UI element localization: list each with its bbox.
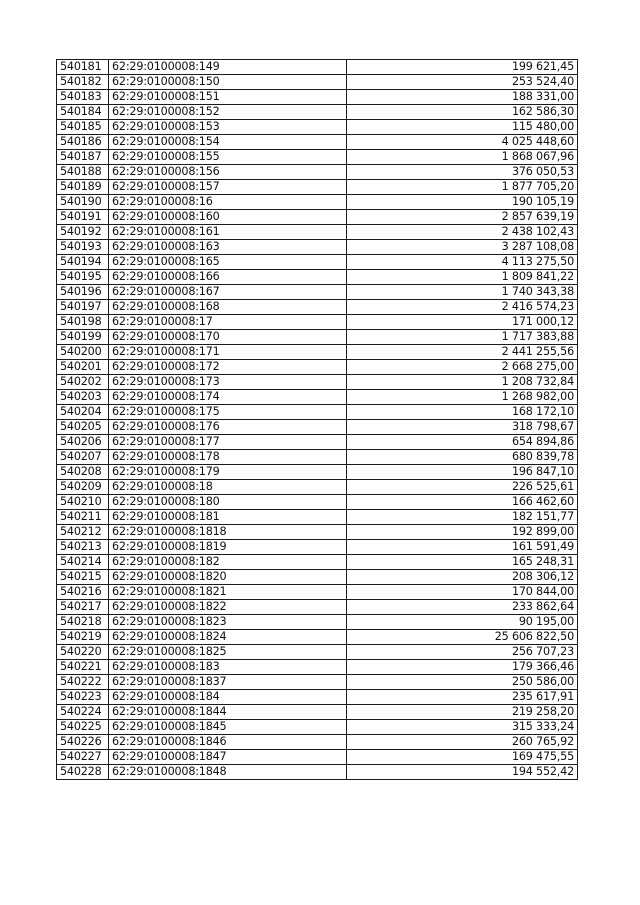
cadastral-number-cell: 62:29:0100008:153 bbox=[109, 120, 347, 135]
cadastral-number-cell: 62:29:0100008:149 bbox=[109, 60, 347, 75]
cadastral-value-cell: 2 438 102,43 bbox=[347, 225, 578, 240]
cadastral-value-cell: 161 591,49 bbox=[347, 540, 578, 555]
row-number-cell: 540221 bbox=[57, 660, 109, 675]
row-number-cell: 540227 bbox=[57, 750, 109, 765]
row-number-cell: 540213 bbox=[57, 540, 109, 555]
table-row bbox=[57, 690, 578, 705]
cadastral-number-cell: 62:29:0100008:182 bbox=[109, 555, 347, 570]
table-row bbox=[57, 450, 578, 465]
cadastral-number-cell: 62:29:0100008:173 bbox=[109, 375, 347, 390]
row-number-cell: 540185 bbox=[57, 120, 109, 135]
cadastral-number-cell: 62:29:0100008:1844 bbox=[109, 705, 347, 720]
table-row bbox=[57, 360, 578, 375]
row-number-cell: 540219 bbox=[57, 630, 109, 645]
cadastral-value-cell: 250 586,00 bbox=[347, 675, 578, 690]
cadastral-number-cell: 62:29:0100008:181 bbox=[109, 510, 347, 525]
cadastral-number-cell: 62:29:0100008:183 bbox=[109, 660, 347, 675]
table-row bbox=[57, 765, 578, 780]
cadastral-value-cell: 171 000,12 bbox=[347, 315, 578, 330]
cadastral-value-cell: 315 333,24 bbox=[347, 720, 578, 735]
cadastral-number-cell: 62:29:0100008:1820 bbox=[109, 570, 347, 585]
cadastral-value-cell: 256 707,23 bbox=[347, 645, 578, 660]
table-row bbox=[57, 420, 578, 435]
cadastral-value-cell: 199 621,45 bbox=[347, 60, 578, 75]
table-row bbox=[57, 240, 578, 255]
cadastral-number-cell: 62:29:0100008:163 bbox=[109, 240, 347, 255]
cadastral-number-cell: 62:29:0100008:178 bbox=[109, 450, 347, 465]
table-row bbox=[57, 525, 578, 540]
cadastral-value-cell: 4 113 275,50 bbox=[347, 255, 578, 270]
cadastral-number-cell: 62:29:0100008:17 bbox=[109, 315, 347, 330]
row-number-cell: 540182 bbox=[57, 75, 109, 90]
cadastral-number-cell: 62:29:0100008:18 bbox=[109, 480, 347, 495]
table-row bbox=[57, 390, 578, 405]
row-number-cell: 540214 bbox=[57, 555, 109, 570]
row-number-cell: 540183 bbox=[57, 90, 109, 105]
cadastral-number-cell: 62:29:0100008:156 bbox=[109, 165, 347, 180]
row-number-cell: 540216 bbox=[57, 585, 109, 600]
table-row bbox=[57, 705, 578, 720]
cadastral-number-cell: 62:29:0100008:167 bbox=[109, 285, 347, 300]
cadastral-value-cell: 226 525,61 bbox=[347, 480, 578, 495]
cadastral-value-cell: 235 617,91 bbox=[347, 690, 578, 705]
row-number-cell: 540226 bbox=[57, 735, 109, 750]
cadastral-value-cell: 318 798,67 bbox=[347, 420, 578, 435]
cadastral-number-cell: 62:29:0100008:1845 bbox=[109, 720, 347, 735]
cadastral-number-cell: 62:29:0100008:177 bbox=[109, 435, 347, 450]
table-row bbox=[57, 480, 578, 495]
table-row bbox=[57, 465, 578, 480]
cadastral-value-cell: 1 868 067,96 bbox=[347, 150, 578, 165]
table-row bbox=[57, 405, 578, 420]
cadastral-number-cell: 62:29:0100008:152 bbox=[109, 105, 347, 120]
cadastral-value-cell: 253 524,40 bbox=[347, 75, 578, 90]
cadastral-value-cell: 2 441 255,56 bbox=[347, 345, 578, 360]
cadastral-value-cell: 3 287 108,08 bbox=[347, 240, 578, 255]
table-row bbox=[57, 165, 578, 180]
table-row bbox=[57, 105, 578, 120]
table-row bbox=[57, 540, 578, 555]
row-number-cell: 540184 bbox=[57, 105, 109, 120]
cadastral-value-cell: 2 668 275,00 bbox=[347, 360, 578, 375]
cadastral-value-cell: 115 480,00 bbox=[347, 120, 578, 135]
cadastral-value-cell: 194 552,42 bbox=[347, 765, 578, 780]
cadastral-number-cell: 62:29:0100008:175 bbox=[109, 405, 347, 420]
cadastral-value-cell: 192 899,00 bbox=[347, 525, 578, 540]
cadastral-value-cell: 376 050,53 bbox=[347, 165, 578, 180]
row-number-cell: 540209 bbox=[57, 480, 109, 495]
cadastral-value-cell: 162 586,30 bbox=[347, 105, 578, 120]
row-number-cell: 540208 bbox=[57, 465, 109, 480]
cadastral-number-cell: 62:29:0100008:160 bbox=[109, 210, 347, 225]
cadastral-number-cell: 62:29:0100008:180 bbox=[109, 495, 347, 510]
cadastral-number-cell: 62:29:0100008:179 bbox=[109, 465, 347, 480]
cadastral-number-cell: 62:29:0100008:1821 bbox=[109, 585, 347, 600]
cadastral-number-cell: 62:29:0100008:161 bbox=[109, 225, 347, 240]
cadastral-value-cell: 208 306,12 bbox=[347, 570, 578, 585]
cadastral-number-cell: 62:29:0100008:1823 bbox=[109, 615, 347, 630]
cadastral-number-cell: 62:29:0100008:1825 bbox=[109, 645, 347, 660]
table-row bbox=[57, 135, 578, 150]
cadastral-number-cell: 62:29:0100008:1824 bbox=[109, 630, 347, 645]
row-number-cell: 540210 bbox=[57, 495, 109, 510]
table-row bbox=[57, 510, 578, 525]
table-row bbox=[57, 330, 578, 345]
row-number-cell: 540188 bbox=[57, 165, 109, 180]
row-number-cell: 540198 bbox=[57, 315, 109, 330]
row-number-cell: 540181 bbox=[57, 60, 109, 75]
cadastral-number-cell: 62:29:0100008:176 bbox=[109, 420, 347, 435]
table-row bbox=[57, 225, 578, 240]
table-row bbox=[57, 495, 578, 510]
table-row bbox=[57, 570, 578, 585]
row-number-cell: 540202 bbox=[57, 375, 109, 390]
row-number-cell: 540225 bbox=[57, 720, 109, 735]
cadastral-value-cell: 190 105,19 bbox=[347, 195, 578, 210]
row-number-cell: 540203 bbox=[57, 390, 109, 405]
table-row bbox=[57, 150, 578, 165]
table-row bbox=[57, 270, 578, 285]
row-number-cell: 540205 bbox=[57, 420, 109, 435]
cadastral-value-cell: 1 809 841,22 bbox=[347, 270, 578, 285]
table-row bbox=[57, 75, 578, 90]
table-row bbox=[57, 285, 578, 300]
row-number-cell: 540193 bbox=[57, 240, 109, 255]
cadastral-number-cell: 62:29:0100008:165 bbox=[109, 255, 347, 270]
cadastral-value-cell: 1 877 705,20 bbox=[347, 180, 578, 195]
cadastral-value-cell: 4 025 448,60 bbox=[347, 135, 578, 150]
cadastral-number-cell: 62:29:0100008:1819 bbox=[109, 540, 347, 555]
row-number-cell: 540192 bbox=[57, 225, 109, 240]
row-number-cell: 540212 bbox=[57, 525, 109, 540]
cadastral-value-cell: 166 462,60 bbox=[347, 495, 578, 510]
cadastral-value-cell: 1 268 982,00 bbox=[347, 390, 578, 405]
row-number-cell: 540199 bbox=[57, 330, 109, 345]
cadastral-value-cell: 2 416 574,23 bbox=[347, 300, 578, 315]
cadastral-number-cell: 62:29:0100008:171 bbox=[109, 345, 347, 360]
cadastral-number-cell: 62:29:0100008:1837 bbox=[109, 675, 347, 690]
row-number-cell: 540222 bbox=[57, 675, 109, 690]
cadastral-number-cell: 62:29:0100008:16 bbox=[109, 195, 347, 210]
row-number-cell: 540200 bbox=[57, 345, 109, 360]
cadastral-number-cell: 62:29:0100008:157 bbox=[109, 180, 347, 195]
row-number-cell: 540186 bbox=[57, 135, 109, 150]
cadastral-value-cell: 196 847,10 bbox=[347, 465, 578, 480]
cadastral-number-cell: 62:29:0100008:151 bbox=[109, 90, 347, 105]
row-number-cell: 540190 bbox=[57, 195, 109, 210]
table-row bbox=[57, 615, 578, 630]
table-row bbox=[57, 735, 578, 750]
row-number-cell: 540201 bbox=[57, 360, 109, 375]
cadastral-value-cell: 25 606 822,50 bbox=[347, 630, 578, 645]
table-row bbox=[57, 720, 578, 735]
table-row bbox=[57, 660, 578, 675]
cadastral-value-cell: 165 248,31 bbox=[347, 555, 578, 570]
cadastral-number-cell: 62:29:0100008:1846 bbox=[109, 735, 347, 750]
cadastral-value-cell: 654 894,86 bbox=[347, 435, 578, 450]
table-row bbox=[57, 375, 578, 390]
cadastral-value-cell: 168 172,10 bbox=[347, 405, 578, 420]
cadastral-value-cell: 680 839,78 bbox=[347, 450, 578, 465]
row-number-cell: 540196 bbox=[57, 285, 109, 300]
cadastral-number-cell: 62:29:0100008:154 bbox=[109, 135, 347, 150]
table-row bbox=[57, 195, 578, 210]
row-number-cell: 540224 bbox=[57, 705, 109, 720]
table-row bbox=[57, 435, 578, 450]
cadastral-number-cell: 62:29:0100008:1847 bbox=[109, 750, 347, 765]
cadastral-value-cell: 260 765,92 bbox=[347, 735, 578, 750]
table-row bbox=[57, 675, 578, 690]
cadastral-number-cell: 62:29:0100008:150 bbox=[109, 75, 347, 90]
cadastral-value-cell: 188 331,00 bbox=[347, 90, 578, 105]
row-number-cell: 540220 bbox=[57, 645, 109, 660]
cadastral-value-cell: 182 151,77 bbox=[347, 510, 578, 525]
table-row bbox=[57, 60, 578, 75]
row-number-cell: 540195 bbox=[57, 270, 109, 285]
table-row bbox=[57, 210, 578, 225]
table-row bbox=[57, 300, 578, 315]
table-row bbox=[57, 600, 578, 615]
row-number-cell: 540187 bbox=[57, 150, 109, 165]
row-number-cell: 540218 bbox=[57, 615, 109, 630]
table-row bbox=[57, 120, 578, 135]
cadastral-number-cell: 62:29:0100008:174 bbox=[109, 390, 347, 405]
cadastral-number-cell: 62:29:0100008:170 bbox=[109, 330, 347, 345]
table-row bbox=[57, 585, 578, 600]
row-number-cell: 540191 bbox=[57, 210, 109, 225]
row-number-cell: 540211 bbox=[57, 510, 109, 525]
cadastral-value-cell: 1 740 343,38 bbox=[347, 285, 578, 300]
row-number-cell: 540228 bbox=[57, 765, 109, 780]
row-number-cell: 540206 bbox=[57, 435, 109, 450]
cadastral-value-cell: 179 366,46 bbox=[347, 660, 578, 675]
cadastral-number-cell: 62:29:0100008:168 bbox=[109, 300, 347, 315]
row-number-cell: 540207 bbox=[57, 450, 109, 465]
row-number-cell: 540217 bbox=[57, 600, 109, 615]
table-body bbox=[57, 60, 578, 780]
row-number-cell: 540204 bbox=[57, 405, 109, 420]
cadastral-number-cell: 62:29:0100008:166 bbox=[109, 270, 347, 285]
cadastral-number-cell: 62:29:0100008:1848 bbox=[109, 765, 347, 780]
cadastral-value-cell: 2 857 639,19 bbox=[347, 210, 578, 225]
row-number-cell: 540197 bbox=[57, 300, 109, 315]
cadastral-value-cell: 1 208 732,84 bbox=[347, 375, 578, 390]
table-row bbox=[57, 90, 578, 105]
table-row bbox=[57, 180, 578, 195]
table-row bbox=[57, 645, 578, 660]
row-number-cell: 540215 bbox=[57, 570, 109, 585]
table-row bbox=[57, 750, 578, 765]
table-row bbox=[57, 555, 578, 570]
table-row bbox=[57, 255, 578, 270]
table-row bbox=[57, 345, 578, 360]
row-number-cell: 540194 bbox=[57, 255, 109, 270]
cadastral-value-table bbox=[56, 59, 578, 780]
cadastral-value-cell: 233 862,64 bbox=[347, 600, 578, 615]
cadastral-value-cell: 169 475,55 bbox=[347, 750, 578, 765]
row-number-cell: 540223 bbox=[57, 690, 109, 705]
cadastral-value-cell: 219 258,20 bbox=[347, 705, 578, 720]
table-row bbox=[57, 315, 578, 330]
cadastral-number-cell: 62:29:0100008:1822 bbox=[109, 600, 347, 615]
cadastral-value-cell: 90 195,00 bbox=[347, 615, 578, 630]
row-number-cell: 540189 bbox=[57, 180, 109, 195]
cadastral-value-cell: 170 844,00 bbox=[347, 585, 578, 600]
cadastral-number-cell: 62:29:0100008:1818 bbox=[109, 525, 347, 540]
cadastral-number-cell: 62:29:0100008:155 bbox=[109, 150, 347, 165]
cadastral-number-cell: 62:29:0100008:172 bbox=[109, 360, 347, 375]
cadastral-value-cell: 1 717 383,88 bbox=[347, 330, 578, 345]
cadastral-number-cell: 62:29:0100008:184 bbox=[109, 690, 347, 705]
table-row bbox=[57, 630, 578, 645]
